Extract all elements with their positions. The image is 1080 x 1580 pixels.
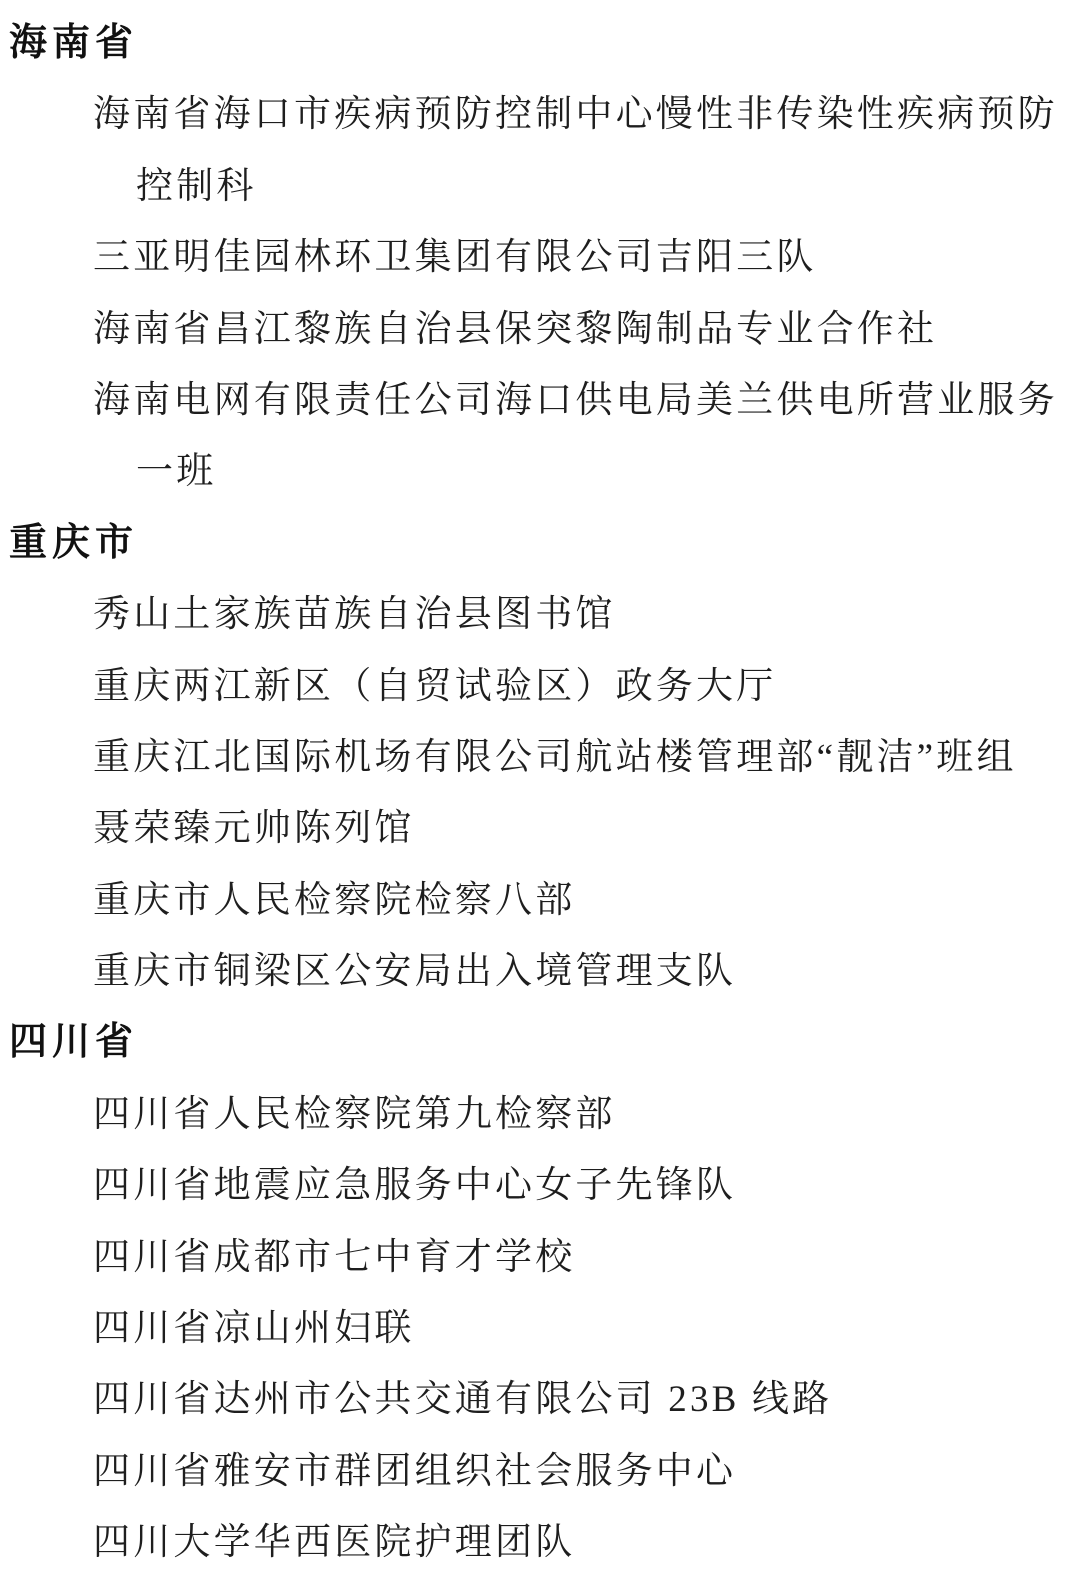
org-name-line: 重庆市人民检察院检察八部 bbox=[93, 879, 576, 921]
org-name-line-continuation: 控制科 bbox=[136, 165, 257, 207]
org-name-line: 重庆市铜梁区公安局出入境管理支队 bbox=[93, 951, 737, 993]
section-hainan bbox=[0, 8, 1080, 508]
org-name-line: 四川省凉山州妇联 bbox=[93, 1308, 415, 1350]
org-name-line: 聂荣臻元帅陈列馆 bbox=[93, 808, 415, 850]
org-name-line: 秀山土家族苗族自治县图书馆 bbox=[93, 594, 616, 636]
org-name-line: 四川省达州市公共交通有限公司 23B 线路 bbox=[93, 1379, 833, 1421]
section-heading-sichuan: 四川省 bbox=[9, 1021, 139, 1064]
org-name-line: 四川省雅安市群团组织社会服务中心 bbox=[93, 1450, 737, 1492]
org-name-line: 重庆江北国际机场有限公司航站楼管理部“靓洁”班组 bbox=[93, 736, 1017, 778]
org-name-line: 海南省昌江黎族自治县保突黎陶制品专业合作社 bbox=[93, 308, 938, 350]
org-name-line: 重庆两江新区（自贸试验区）政务大厅 bbox=[93, 665, 777, 707]
org-name-line: 四川省地震应急服务中心女子先锋队 bbox=[93, 1165, 737, 1207]
org-name-line: 四川省人民检察院第九检察部 bbox=[93, 1093, 616, 1135]
section-chongqing bbox=[0, 508, 1080, 1008]
section-heading-hainan: 海南省 bbox=[9, 22, 139, 64]
org-name-line: 四川省成都市七中育才学校 bbox=[93, 1236, 576, 1278]
org-name-line: 三亚明佳园林环卫集团有限公司吉阳三队 bbox=[93, 237, 817, 279]
org-name-line: 海南电网有限责任公司海口供电局美兰供电所营业服务 bbox=[93, 379, 1058, 421]
org-name-line: 海南省海口市疾病预防控制中心慢性非传染性疾病预防 bbox=[93, 94, 1058, 136]
section-heading-chongqing: 重庆市 bbox=[9, 521, 139, 564]
org-name-line-continuation: 一班 bbox=[136, 451, 217, 493]
section-sichuan bbox=[0, 1007, 1080, 1578]
org-name-line: 四川大学华西医院护理团队 bbox=[93, 1522, 576, 1564]
